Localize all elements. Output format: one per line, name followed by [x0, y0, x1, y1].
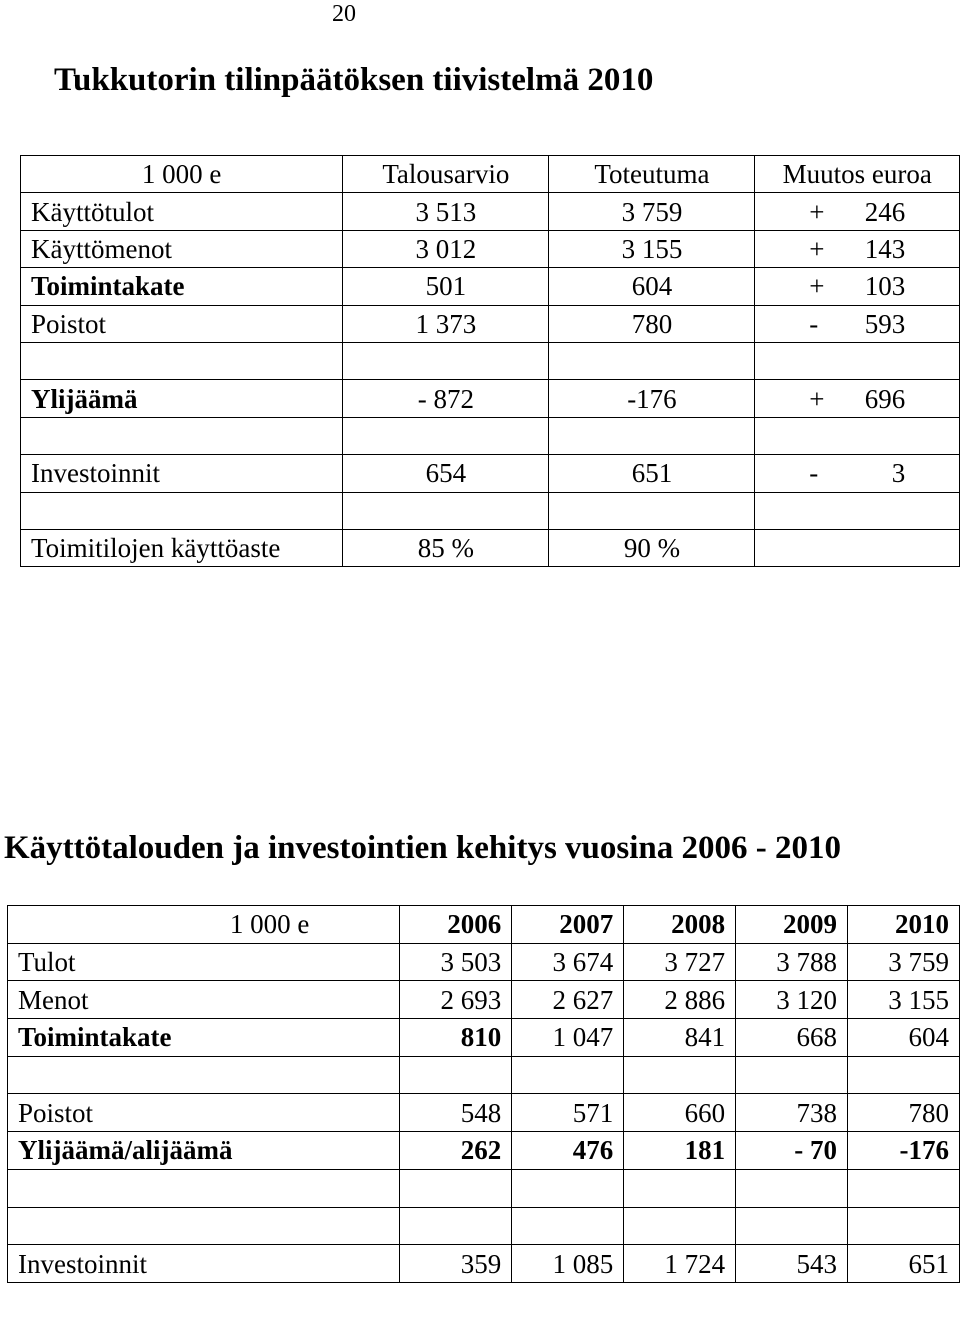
value-cell: 3 727 — [624, 943, 736, 981]
budget-cell: 1 373 — [343, 305, 549, 342]
actual-cell — [549, 342, 755, 379]
actual-cell: 780 — [549, 305, 755, 342]
change-sign: + — [809, 383, 825, 414]
year-header: 2006 — [400, 906, 512, 944]
value-cell: - 70 — [736, 1132, 848, 1170]
development-row — [8, 981, 960, 1019]
change-value: 103 — [864, 271, 906, 302]
year-header: 2009 — [736, 906, 848, 944]
development-row — [8, 1207, 960, 1245]
summary-row — [21, 417, 960, 454]
summary-row — [21, 455, 960, 492]
summary-header-row — [21, 156, 960, 193]
value-cell — [512, 1056, 624, 1094]
year-header: 2008 — [624, 906, 736, 944]
change-cell — [755, 268, 960, 305]
change-sign: + — [809, 233, 825, 264]
summary-row — [21, 305, 960, 342]
actual-cell: 604 — [549, 268, 755, 305]
value-cell — [624, 1056, 736, 1094]
row-label: Menot — [8, 981, 400, 1019]
summary-row — [21, 529, 960, 566]
actual-cell: 3 759 — [549, 193, 755, 230]
change-sign: - — [809, 308, 819, 339]
value-cell: 1 047 — [512, 1019, 624, 1057]
row-label — [21, 342, 343, 379]
value-cell: 2 693 — [400, 981, 512, 1019]
budget-cell — [343, 342, 549, 379]
value-cell: 3 674 — [512, 943, 624, 981]
value-cell: 660 — [624, 1094, 736, 1132]
development-row — [8, 1169, 960, 1207]
change-sign: + — [809, 271, 825, 302]
budget-cell — [343, 417, 549, 454]
summary-row — [21, 492, 960, 529]
summary-row — [21, 342, 960, 379]
value-cell: 548 — [400, 1094, 512, 1132]
value-cell — [624, 1207, 736, 1245]
change-cell — [755, 529, 960, 566]
budget-cell: 654 — [343, 455, 549, 492]
row-label: Poistot — [8, 1094, 400, 1132]
row-label: Toimintakate — [8, 1019, 400, 1057]
value-cell: 780 — [848, 1094, 960, 1132]
value-cell: 2 627 — [512, 981, 624, 1019]
summary-row — [21, 230, 960, 267]
value-cell: 841 — [624, 1019, 736, 1057]
header-unit: 1 000 e — [8, 906, 400, 944]
budget-cell: 501 — [343, 268, 549, 305]
change-value: 3 — [891, 458, 906, 489]
value-cell: 181 — [624, 1132, 736, 1170]
actual-cell — [549, 417, 755, 454]
value-cell — [400, 1207, 512, 1245]
summary-row — [21, 193, 960, 230]
value-cell: 810 — [400, 1019, 512, 1057]
value-cell — [848, 1207, 960, 1245]
change-value: 696 — [864, 383, 906, 414]
summary-title: Tukkutorin tilinpäätöksen tiivistelmä 2010 — [54, 62, 654, 98]
development-row — [8, 1132, 960, 1170]
row-label — [21, 492, 343, 529]
actual-cell: 90 % — [549, 529, 755, 566]
row-label — [21, 417, 343, 454]
value-cell — [512, 1207, 624, 1245]
development-row — [8, 1245, 960, 1283]
value-cell: 3 120 — [736, 981, 848, 1019]
development-row — [8, 1094, 960, 1132]
actual-cell: 651 — [549, 455, 755, 492]
row-label — [8, 1169, 400, 1207]
row-label: Toimintakate — [21, 268, 343, 305]
development-row — [8, 1019, 960, 1057]
value-cell: 571 — [512, 1094, 624, 1132]
development-header-row — [8, 906, 960, 944]
budget-cell: 3 513 — [343, 193, 549, 230]
budget-cell — [343, 492, 549, 529]
budget-cell: 85 % — [343, 529, 549, 566]
row-label: Käyttömenot — [21, 230, 343, 267]
row-label — [8, 1207, 400, 1245]
budget-cell: 3 012 — [343, 230, 549, 267]
value-cell: -176 — [848, 1132, 960, 1170]
row-label: Ylijäämä/alijäämä — [8, 1132, 400, 1170]
row-label: Toimitilojen käyttöaste — [21, 529, 343, 566]
value-cell — [848, 1169, 960, 1207]
change-cell — [755, 380, 960, 417]
change-sign: + — [809, 196, 825, 227]
change-cell — [755, 193, 960, 230]
value-cell: 3 503 — [400, 943, 512, 981]
value-cell — [736, 1056, 848, 1094]
change-cell — [755, 492, 960, 529]
row-label: Poistot — [21, 305, 343, 342]
value-cell: 738 — [736, 1094, 848, 1132]
change-cell — [755, 417, 960, 454]
header-unit: 1 000 e — [21, 156, 343, 193]
development-row — [8, 1056, 960, 1094]
value-cell: 262 — [400, 1132, 512, 1170]
summary-table — [20, 155, 960, 567]
actual-cell: -176 — [549, 380, 755, 417]
page-number: 20 — [332, 1, 356, 27]
value-cell: 3 155 — [848, 981, 960, 1019]
value-cell: 651 — [848, 1245, 960, 1283]
value-cell: 1 724 — [624, 1245, 736, 1283]
row-label: Investoinnit — [8, 1245, 400, 1283]
value-cell — [848, 1056, 960, 1094]
value-cell: 1 085 — [512, 1245, 624, 1283]
change-sign: - — [809, 458, 819, 489]
header-change: Muutos euroa — [755, 156, 960, 193]
value-cell: 3 759 — [848, 943, 960, 981]
actual-cell: 3 155 — [549, 230, 755, 267]
value-cell: 543 — [736, 1245, 848, 1283]
value-cell: 3 788 — [736, 943, 848, 981]
development-row — [8, 943, 960, 981]
row-label — [8, 1056, 400, 1094]
change-cell — [755, 342, 960, 379]
value-cell: 359 — [400, 1245, 512, 1283]
value-cell — [624, 1169, 736, 1207]
header-budget: Talousarvio — [343, 156, 549, 193]
actual-cell — [549, 492, 755, 529]
row-label: Ylijäämä — [21, 380, 343, 417]
change-cell — [755, 305, 960, 342]
development-table — [7, 905, 960, 1283]
value-cell: 604 — [848, 1019, 960, 1057]
year-header: 2007 — [512, 906, 624, 944]
change-value: 143 — [864, 233, 906, 264]
value-cell: 476 — [512, 1132, 624, 1170]
value-cell — [736, 1169, 848, 1207]
year-header: 2010 — [848, 906, 960, 944]
value-cell: 668 — [736, 1019, 848, 1057]
row-label: Käyttötulot — [21, 193, 343, 230]
summary-row — [21, 380, 960, 417]
change-cell — [755, 455, 960, 492]
value-cell: 2 886 — [624, 981, 736, 1019]
change-value: 246 — [864, 196, 906, 227]
value-cell — [736, 1207, 848, 1245]
value-cell — [400, 1169, 512, 1207]
value-cell — [512, 1169, 624, 1207]
change-cell — [755, 230, 960, 267]
development-title: Käyttötalouden ja investointien kehitys vuosina 2006 - 2010 — [4, 830, 841, 866]
row-label: Tulot — [8, 943, 400, 981]
change-value: 593 — [864, 308, 906, 339]
budget-cell: - 872 — [343, 380, 549, 417]
value-cell — [400, 1056, 512, 1094]
row-label: Investoinnit — [21, 455, 343, 492]
header-actual: Toteutuma — [549, 156, 755, 193]
summary-row — [21, 268, 960, 305]
